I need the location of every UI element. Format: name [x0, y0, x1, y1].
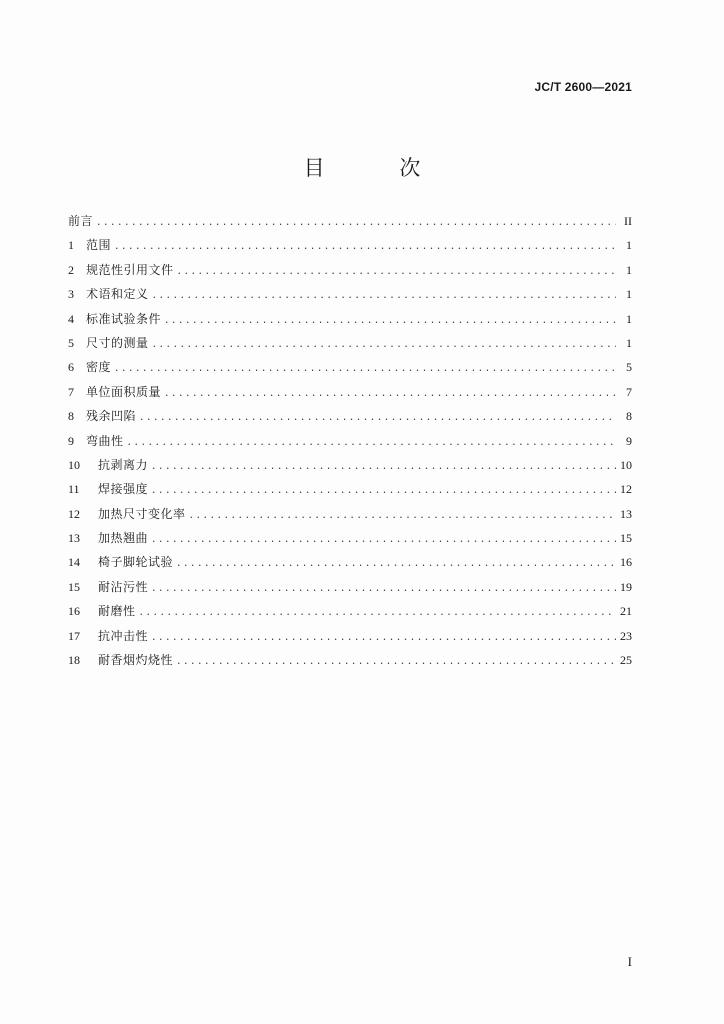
toc-entry-18[interactable]: [68, 651, 632, 675]
toc-entry-page: 8: [626, 409, 632, 424]
toc-entry-label: 残余凹陷: [86, 409, 137, 424]
toc-entry-label: 前言: [68, 214, 94, 228]
toc-dot-leader: [115, 361, 616, 374]
toc-entry-label: 尺寸的测量: [86, 335, 149, 350]
toc-entry-number: 11: [68, 482, 80, 497]
toc-entry-foreword[interactable]: [68, 212, 632, 236]
toc-dot-leader: [152, 459, 616, 472]
toc-entry-page: 5: [626, 360, 632, 375]
toc-entry-label: 加热翘曲: [98, 531, 149, 546]
toc-entry-label: 标准试验条件: [86, 311, 162, 326]
toc-entry-number: 5: [68, 335, 74, 350]
toc-dot-leader: [165, 386, 616, 399]
toc-entry-number: 2: [68, 262, 74, 277]
toc-entry-page: 9: [626, 433, 632, 448]
toc-entry-page: II: [624, 214, 632, 228]
toc-entry-label: 密度: [86, 360, 112, 375]
toc-entry-number: 7: [68, 384, 74, 399]
toc-dot-leader: [128, 435, 616, 448]
toc-entry-number: 3: [68, 287, 74, 302]
toc-entry-number: 1: [68, 238, 74, 253]
toc-entry-number: 8: [68, 409, 74, 424]
toc-entry-page: 25: [620, 653, 632, 668]
toc-entry-17[interactable]: [68, 627, 632, 651]
page-number: I: [627, 954, 632, 969]
toc-entry-number: 14: [68, 555, 80, 570]
toc-entry-11[interactable]: [68, 480, 632, 504]
toc-entry-number: 9: [68, 433, 74, 448]
toc-entry-page: 1: [626, 238, 632, 253]
toc-entry-number: 13: [68, 531, 80, 546]
toc-entry-7[interactable]: [68, 383, 632, 407]
toc-entry-label: 单位面积质量: [86, 384, 162, 399]
toc-dot-leader: [165, 313, 616, 326]
toc-entry-6[interactable]: [68, 358, 632, 382]
toc-entry-page: 10: [620, 457, 632, 472]
toc-entry-3[interactable]: [68, 285, 632, 309]
toc-entry-label: 耐香烟灼烧性: [98, 653, 174, 668]
toc-entry-9[interactable]: [68, 432, 632, 456]
toc-entry-label: 弯曲性: [86, 433, 124, 448]
toc-entry-12[interactable]: [68, 505, 632, 529]
toc-dot-leader: [152, 483, 616, 496]
toc-dot-leader: [153, 288, 616, 301]
toc-entry-page: 15: [620, 531, 632, 546]
table-of-contents: [68, 212, 632, 675]
toc-entry-number: 15: [68, 579, 80, 594]
toc-entry-page: 12: [620, 482, 632, 497]
toc-entry-page: 1: [626, 311, 632, 326]
toc-entry-label: 耐沾污性: [98, 579, 149, 594]
toc-entry-number: 6: [68, 360, 74, 375]
toc-entry-1[interactable]: [68, 236, 632, 260]
toc-entry-number: 10: [68, 457, 80, 472]
toc-entry-14[interactable]: [68, 553, 632, 577]
toc-entry-2[interactable]: [68, 261, 632, 285]
toc-dot-leader: [152, 630, 616, 643]
toc-entry-page: 1: [626, 287, 632, 302]
toc-entry-5[interactable]: [68, 334, 632, 358]
toc-entry-page: 7: [626, 384, 632, 399]
toc-entry-label: 加热尺寸变化率: [98, 506, 186, 521]
toc-entry-page: 16: [620, 555, 632, 570]
toc-entry-page: 23: [620, 628, 632, 643]
toc-dot-leader: [97, 215, 616, 228]
toc-dot-leader: [115, 239, 616, 252]
toc-entry-13[interactable]: [68, 529, 632, 553]
document-code: JC/T 2600—2021: [534, 80, 632, 94]
toc-dot-leader: [152, 581, 616, 594]
toc-dot-leader: [178, 264, 616, 277]
toc-entry-label: 范围: [86, 238, 112, 253]
toc-entry-15[interactable]: [68, 578, 632, 602]
toc-entry-page: 19: [620, 579, 632, 594]
toc-entry-4[interactable]: [68, 310, 632, 334]
toc-entry-16[interactable]: [68, 602, 632, 626]
toc-dot-leader: [140, 605, 616, 618]
toc-entry-page: 1: [626, 262, 632, 277]
toc-entry-number: 17: [68, 628, 80, 643]
toc-entry-number: 12: [68, 506, 80, 521]
toc-dot-leader: [153, 337, 616, 350]
toc-entry-label: 耐磨性: [98, 604, 136, 619]
toc-entry-label: 抗剥离力: [98, 457, 149, 472]
toc-entry-page: 13: [620, 506, 632, 521]
toc-entry-page: 1: [626, 335, 632, 350]
toc-dot-leader: [140, 410, 616, 423]
toc-entry-number: 18: [68, 653, 80, 668]
toc-entry-8[interactable]: [68, 407, 632, 431]
toc-dot-leader: [177, 556, 616, 569]
toc-dot-leader: [177, 654, 616, 667]
toc-title: 目 次: [303, 156, 455, 180]
toc-entry-page: 21: [620, 604, 632, 619]
toc-entry-label: 术语和定义: [86, 287, 149, 302]
toc-entry-label: 椅子脚轮试验: [98, 555, 174, 570]
toc-entry-label: 抗冲击性: [98, 628, 149, 643]
toc-entry-number: 4: [68, 311, 74, 326]
toc-dot-leader: [190, 508, 616, 521]
toc-entry-label: 焊接强度: [98, 482, 149, 497]
toc-entry-number: 16: [68, 604, 80, 619]
toc-entry-label: 规范性引用文件: [86, 262, 174, 277]
toc-dot-leader: [152, 532, 616, 545]
toc-entry-10[interactable]: [68, 456, 632, 480]
